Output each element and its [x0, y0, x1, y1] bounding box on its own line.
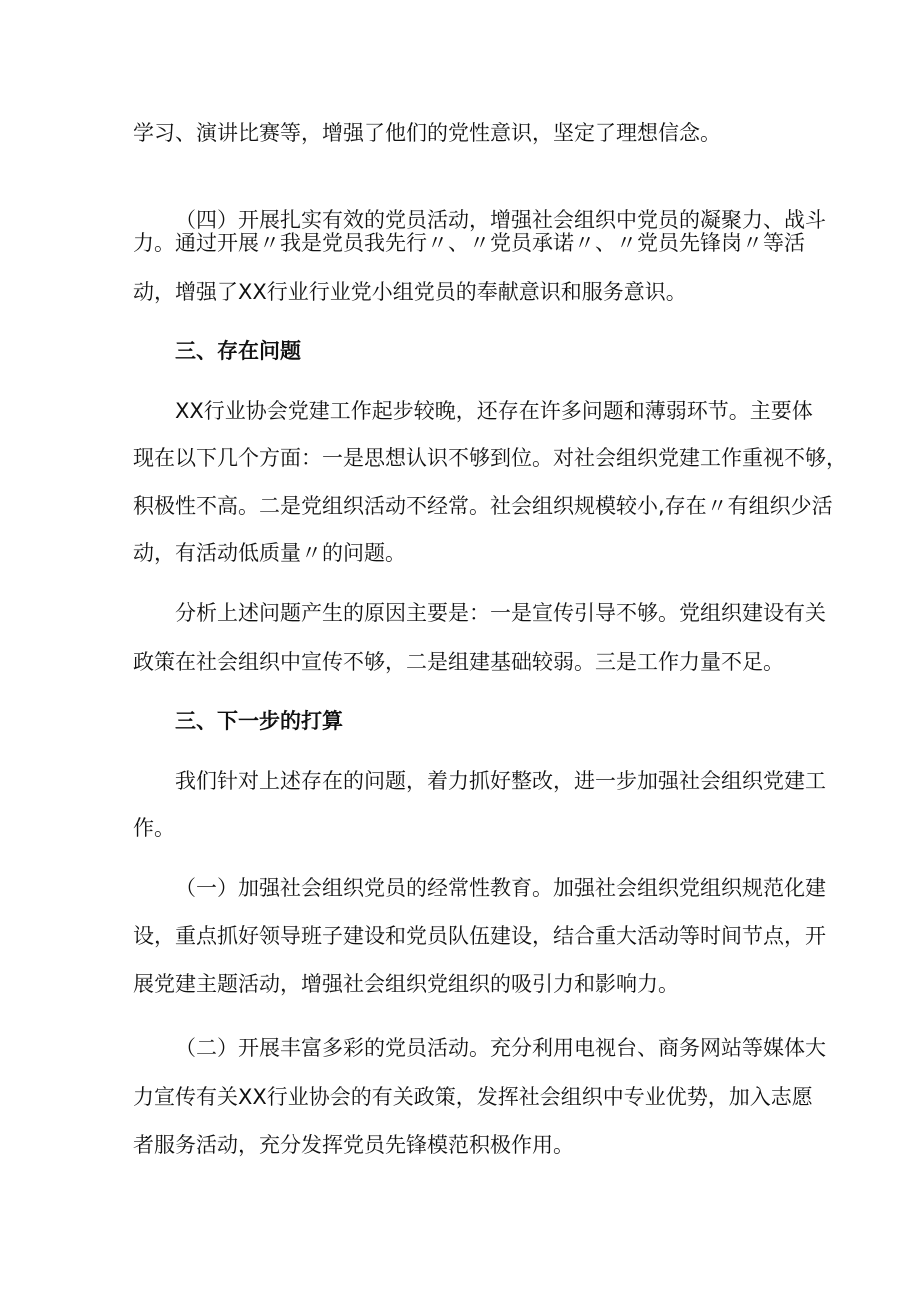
paragraph-line: 学习、演讲比赛等，增强了他们的党性意识，坚定了理想信念。 — [133, 121, 721, 145]
paragraph-line: 力宣传有关XX行业协会的有关政策，发挥社会组织中专业优势，加入志愿 — [133, 1085, 813, 1109]
paragraph-line: 分析上述问题产生的原因主要是：一是宣传引导不够。党组织建设有关 — [175, 601, 826, 625]
paragraph-line: （二）开展丰富多彩的党员活动。充分利用电视台、商务网站等媒体大 — [175, 1036, 826, 1060]
paragraph-line: XX行业协会党建工作起步较晚，还存在许多问题和薄弱环节。主要体 — [175, 399, 813, 423]
paragraph-line: （一）加强社会组织党员的经常性教育。加强社会组织党组织规范化建 — [175, 876, 826, 900]
section-heading: 三、存在问题 — [175, 339, 301, 363]
paragraph-line: 动，有活动低质量〃的问题。 — [133, 541, 406, 565]
paragraph-line: 者服务活动，充分发挥党员先锋模范积极作用。 — [133, 1133, 574, 1157]
paragraph-line: 展党建主题活动，增强社会组织党组织的吸引力和影响力。 — [133, 972, 679, 996]
paragraph-line: 力。通过开展〃我是党员我先行〃、〃党员承诺〃、〃党员先锋岗〃等活 — [133, 231, 805, 255]
paragraph-line: 政策在社会组织中宣传不够，二是组建基础较弱。三是工作力量不足。 — [133, 650, 784, 674]
paragraph-line: 作。 — [133, 816, 175, 840]
paragraph-line: 积极性不高。二是党组织活动不经常。社会组织规模较小,存在〃有组织少活 — [133, 494, 833, 518]
section-heading: 三、下一步的打算 — [175, 709, 343, 733]
paragraph-line: 现在以下几个方面：一是思想认识不够到位。对社会组织党建工作重视不够， — [133, 446, 847, 470]
paragraph-line: 动，增强了XX行业行业党小组党员的奉献意识和服务意识。 — [133, 280, 687, 304]
paragraph-line: 设，重点抓好领导班子建设和党员队伍建设，结合重大活动等时间节点，开 — [133, 924, 826, 948]
paragraph-line: 我们针对上述存在的问题，着力抓好整改，进一步加强社会组织党建工 — [175, 769, 826, 793]
paragraph-line: （四）开展扎实有效的党员活动，增强社会组织中党员的凝聚力、战斗 — [175, 208, 826, 232]
